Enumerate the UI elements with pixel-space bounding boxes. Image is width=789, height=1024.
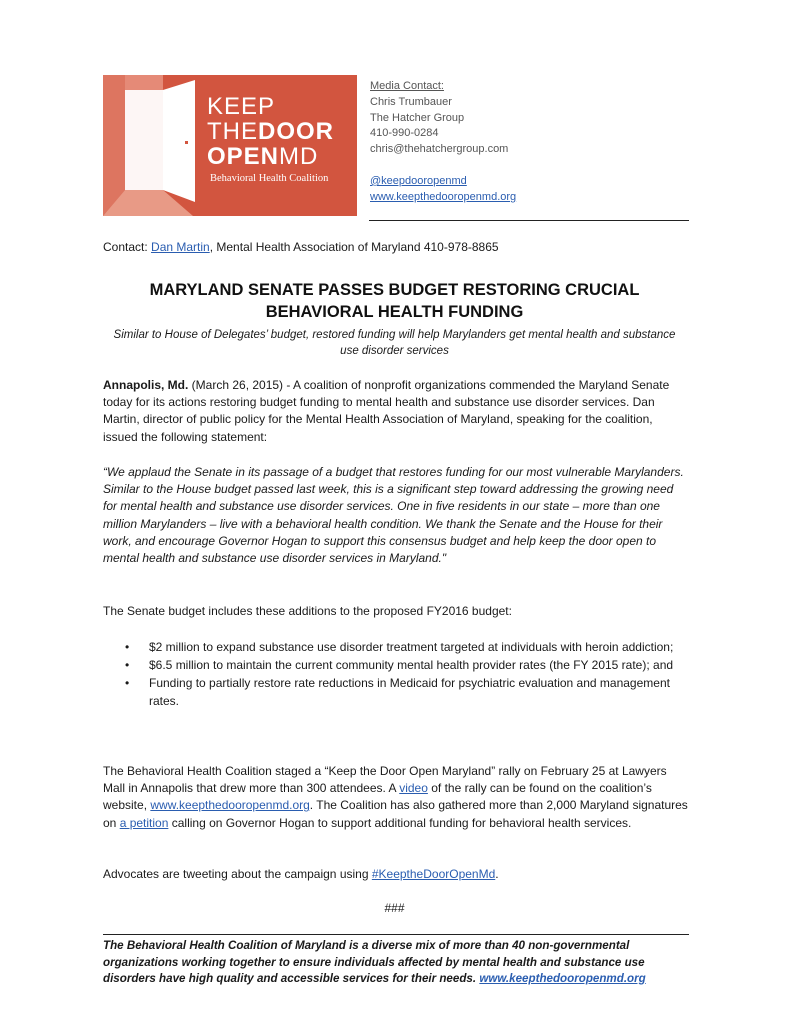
media-contact-org: The Hatcher Group [370, 111, 465, 124]
end-marker: ### [384, 901, 405, 915]
contact-line [103, 240, 499, 254]
media-contact-name: Chris Trumbauer [370, 95, 452, 108]
logo-word-keep: KEEP [207, 93, 276, 120]
paragraph-hashtag [103, 866, 688, 883]
list-item [103, 657, 688, 674]
media-contact-block [370, 79, 516, 206]
contact-suffix: , Mental Health Association of Maryland 410-978-8865 [209, 240, 499, 254]
footer-divider [103, 934, 689, 935]
media-contact-email: chris@thehatchergroup.com [370, 143, 509, 156]
media-contact-phone: 410-990-0284 [370, 127, 439, 140]
media-divider [369, 220, 689, 221]
logo-word-md: MD [279, 143, 319, 170]
budget-additions-list [103, 639, 688, 711]
twitter-link[interactable]: @keepdooropenmd [370, 174, 467, 187]
contact-name-link[interactable]: Dan Martin [151, 240, 210, 254]
logo-tagline: Behavioral Health Coalition [210, 173, 329, 184]
keep-the-door-open-logo [103, 75, 357, 216]
spacer [370, 158, 516, 174]
list-item [103, 639, 688, 656]
hashtag-text-b: . [495, 867, 499, 881]
list-item-text: Funding to partially restore rate reductions in Medicaid for psychiatric evaluation and management rates. [149, 676, 670, 708]
paragraph-budget-intro: The Senate budget includes these additions to the proposed FY2016 budget: [103, 604, 512, 618]
bullet-icon: • [125, 676, 130, 691]
paragraph-quote: “We applaud the Senate in its passage of a budget that restores funding for our most vulnerable Marylanders. Similar to the House budget passed last week, this is a significant step toward addressing the growing need for mental health and substance use disorder services. One in five residents in our state – more than one million Marylanders – live with a behavioral health condition. We thank the Senate and the House for their work, and encourage Governor Hogan to support this consensus budget and help keep the door open to mental health and substance use disorder services in Maryland." [103, 465, 684, 566]
footer-boilerplate [103, 938, 693, 988]
rally-text-a: The Behavioral Health Coalition staged a “Keep the Door Open Maryland” rally on February 25 at Lawyers Mall in Annapolis that drew more than 300 attendees. A [103, 764, 667, 796]
hashtag-link[interactable]: #KeeptheDoorOpenMd [371, 867, 496, 881]
rally-text-b: of the rally can be found on the coalition’s website, [103, 781, 652, 813]
logo-word-open-md [207, 145, 318, 169]
rally-text-c: . The Coalition has also gathered more than 2,000 Maryland signatures on [103, 798, 688, 830]
bullet-icon: • [125, 658, 130, 673]
contact-prefix: Contact: [103, 240, 152, 254]
hashtag-text-a: Advocates are tweeting about the campaign using [103, 867, 372, 881]
dateline: Annapolis, Md. [103, 378, 189, 392]
subheadline: Similar to House of Delegates’ budget, restored funding will help Marylanders get mental health and substance use disorder services [113, 329, 676, 357]
headline-line-2: BEHAVIORAL HEALTH FUNDING [265, 303, 524, 321]
paragraph-rally [103, 763, 688, 832]
logo-word-open: OPEN [207, 143, 280, 170]
headline [103, 279, 686, 323]
petition-link[interactable]: a petition [119, 815, 169, 830]
logo-word-door: DOOR [258, 118, 334, 145]
list-item-text: $2 million to expand substance use disorder treatment targeted at individuals with heroin addiction; [149, 640, 674, 654]
video-link[interactable]: video [399, 781, 428, 796]
list-item [103, 675, 688, 709]
intro-text: (March 26, 2015) - A coalition of nonprofit organizations commended the Maryland Senate today for its actions restoring budget funding to mental health and substance use disorder services. Dan Martin, director of public policy for the Mental Health Association of Maryland, speaking for the coalition, issued the following statement: [103, 378, 670, 444]
rally-text-d: calling on Governor Hogan to support additional funding for behavioral health services. [168, 815, 632, 830]
footer-text: The Behavioral Health Coalition of Maryland is a diverse mix of more than 40 non-governmental organizations working together to ensure individuals affected by mental health and substance use disorders have high quality and accessible services for their needs. [103, 939, 645, 985]
bullet-icon: • [125, 640, 130, 654]
coalition-website-link[interactable]: www.keepthedooropenmd.org [150, 798, 310, 813]
logo-word-the: THE [207, 118, 258, 145]
footer-website-link[interactable]: www.keepthedooropenmd.org [479, 972, 646, 985]
media-contact-label: Media Contact: [370, 80, 444, 92]
paragraph-intro [103, 377, 688, 446]
logo-word-the-door [207, 120, 334, 144]
website-link[interactable]: www.keepthedooropenmd.org [370, 190, 517, 203]
headline-line-1: MARYLAND SENATE PASSES BUDGET RESTORING CRUCIAL [149, 281, 640, 299]
list-item-text: $6.5 million to maintain the current community mental health provider rates (the FY 2015 rate); and [149, 658, 674, 673]
